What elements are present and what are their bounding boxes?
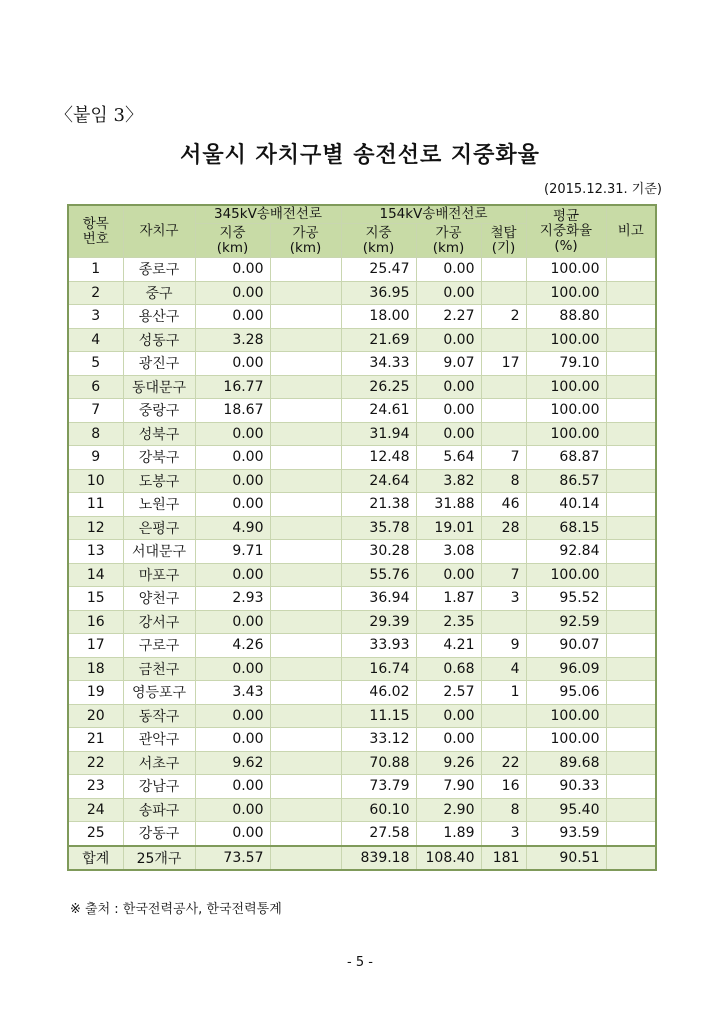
row-154-overhead: 19.01 (416, 516, 481, 540)
header-district: 자치구 (123, 205, 195, 258)
header-154kv: 154kV송배전선로 (341, 205, 526, 224)
row-district: 관악구 (123, 728, 195, 752)
row-district: 송파구 (123, 798, 195, 822)
table-body (68, 258, 656, 871)
row-district: 25개구 (123, 846, 195, 871)
row-345-underground: 0.00 (195, 775, 270, 799)
row-345-underground: 73.57 (195, 846, 270, 871)
table-row (68, 352, 656, 376)
row-ratio: 100.00 (526, 728, 606, 752)
row-remark (606, 516, 656, 540)
row-345-underground: 0.00 (195, 469, 270, 493)
row-ratio: 89.68 (526, 751, 606, 775)
row-ratio: 68.87 (526, 446, 606, 470)
row-number: 5 (68, 352, 123, 376)
row-345-underground: 0.00 (195, 305, 270, 329)
table-row (68, 704, 656, 728)
header-154-underground-text: 지중 (km) (362, 224, 395, 256)
row-154-tower: 181 (481, 846, 526, 871)
row-154-overhead: 0.00 (416, 728, 481, 752)
row-345-overhead (270, 328, 341, 352)
row-345-overhead (270, 399, 341, 423)
table-row (68, 610, 656, 634)
row-345-overhead (270, 798, 341, 822)
row-remark (606, 798, 656, 822)
table-row (68, 375, 656, 399)
row-number: 17 (68, 634, 123, 658)
row-154-overhead: 7.90 (416, 775, 481, 799)
row-number: 22 (68, 751, 123, 775)
row-ratio: 100.00 (526, 258, 606, 282)
row-154-underground: 33.93 (341, 634, 416, 658)
row-ratio: 95.52 (526, 587, 606, 611)
row-ratio: 100.00 (526, 399, 606, 423)
row-345-underground: 3.43 (195, 681, 270, 705)
row-district: 강동구 (123, 822, 195, 846)
row-district: 종로구 (123, 258, 195, 282)
row-154-overhead: 31.88 (416, 493, 481, 517)
row-345-overhead (270, 822, 341, 846)
row-345-underground: 0.00 (195, 798, 270, 822)
table-row (68, 822, 656, 846)
header-154-overhead-text: 가공 (km) (432, 224, 465, 256)
row-remark (606, 375, 656, 399)
row-ratio: 95.06 (526, 681, 606, 705)
row-ratio: 100.00 (526, 375, 606, 399)
row-district: 마포구 (123, 563, 195, 587)
row-345-overhead (270, 281, 341, 305)
table-row (68, 469, 656, 493)
row-345-underground: 2.93 (195, 587, 270, 611)
row-number: 23 (68, 775, 123, 799)
header-345-overhead-text: 가공 (km) (289, 224, 322, 256)
row-number: 2 (68, 281, 123, 305)
row-345-overhead (270, 728, 341, 752)
row-154-underground: 21.38 (341, 493, 416, 517)
table-row (68, 258, 656, 282)
data-table (67, 204, 657, 871)
row-district: 강남구 (123, 775, 195, 799)
row-345-overhead (270, 587, 341, 611)
row-154-overhead: 3.08 (416, 540, 481, 564)
row-remark (606, 775, 656, 799)
row-154-underground: 46.02 (341, 681, 416, 705)
row-ratio: 95.40 (526, 798, 606, 822)
row-number: 12 (68, 516, 123, 540)
row-154-overhead: 0.00 (416, 281, 481, 305)
row-154-tower: 22 (481, 751, 526, 775)
row-345-overhead (270, 657, 341, 681)
row-remark (606, 446, 656, 470)
row-154-underground: 24.64 (341, 469, 416, 493)
row-remark (606, 328, 656, 352)
row-154-overhead: 1.87 (416, 587, 481, 611)
row-154-underground: 27.58 (341, 822, 416, 846)
row-345-underground: 0.00 (195, 657, 270, 681)
row-345-underground: 0.00 (195, 728, 270, 752)
row-345-overhead (270, 681, 341, 705)
row-number: 3 (68, 305, 123, 329)
row-remark (606, 258, 656, 282)
row-154-underground: 33.12 (341, 728, 416, 752)
row-district: 금천구 (123, 657, 195, 681)
row-154-underground: 36.95 (341, 281, 416, 305)
header-345-underground (195, 224, 270, 258)
row-154-tower: 3 (481, 587, 526, 611)
row-154-overhead: 108.40 (416, 846, 481, 871)
table-row (68, 422, 656, 446)
row-345-underground: 9.71 (195, 540, 270, 564)
row-154-underground: 12.48 (341, 446, 416, 470)
table-row (68, 775, 656, 799)
row-345-underground: 4.26 (195, 634, 270, 658)
header-ratio-text: 평균 지중화율 (%) (539, 208, 593, 254)
row-number: 24 (68, 798, 123, 822)
header-345-overhead (270, 224, 341, 258)
row-remark (606, 422, 656, 446)
row-345-underground: 0.00 (195, 258, 270, 282)
row-remark (606, 305, 656, 329)
row-154-tower (481, 258, 526, 282)
header-ratio (526, 205, 606, 258)
row-154-tower: 46 (481, 493, 526, 517)
row-154-underground: 35.78 (341, 516, 416, 540)
header-no (68, 205, 123, 258)
row-154-overhead: 9.07 (416, 352, 481, 376)
row-154-underground: 31.94 (341, 422, 416, 446)
row-remark (606, 540, 656, 564)
row-154-tower: 8 (481, 469, 526, 493)
row-ratio: 100.00 (526, 563, 606, 587)
row-154-overhead: 4.21 (416, 634, 481, 658)
row-154-tower (481, 728, 526, 752)
row-remark (606, 587, 656, 611)
row-345-overhead (270, 422, 341, 446)
row-ratio: 100.00 (526, 704, 606, 728)
row-district: 동대문구 (123, 375, 195, 399)
row-154-underground: 26.25 (341, 375, 416, 399)
row-345-overhead (270, 751, 341, 775)
row-154-overhead: 0.00 (416, 563, 481, 587)
table-row (68, 540, 656, 564)
header-154-overhead (416, 224, 481, 258)
row-154-tower (481, 540, 526, 564)
row-remark (606, 610, 656, 634)
row-345-overhead (270, 446, 341, 470)
row-345-overhead (270, 493, 341, 517)
row-345-underground: 0.00 (195, 446, 270, 470)
row-remark (606, 704, 656, 728)
row-154-underground: 60.10 (341, 798, 416, 822)
row-154-overhead: 0.00 (416, 328, 481, 352)
row-154-tower: 2 (481, 305, 526, 329)
table-row (68, 657, 656, 681)
row-345-overhead (270, 563, 341, 587)
row-154-overhead: 2.90 (416, 798, 481, 822)
table-row (68, 305, 656, 329)
row-154-overhead: 5.64 (416, 446, 481, 470)
row-345-overhead (270, 634, 341, 658)
row-remark (606, 634, 656, 658)
row-number: 25 (68, 822, 123, 846)
row-154-overhead: 1.89 (416, 822, 481, 846)
row-154-overhead: 2.57 (416, 681, 481, 705)
row-345-overhead (270, 610, 341, 634)
row-ratio: 40.14 (526, 493, 606, 517)
row-remark (606, 352, 656, 376)
row-345-underground: 0.00 (195, 704, 270, 728)
row-ratio: 100.00 (526, 422, 606, 446)
row-154-underground: 839.18 (341, 846, 416, 871)
row-345-underground: 0.00 (195, 563, 270, 587)
row-remark (606, 822, 656, 846)
row-district: 영등포구 (123, 681, 195, 705)
row-remark (606, 657, 656, 681)
row-number: 16 (68, 610, 123, 634)
row-154-overhead: 9.26 (416, 751, 481, 775)
table-row (68, 399, 656, 423)
row-district: 성북구 (123, 422, 195, 446)
row-154-overhead: 3.82 (416, 469, 481, 493)
table-row (68, 516, 656, 540)
row-ratio: 96.09 (526, 657, 606, 681)
base-date: (2015.12.31. 기준) (544, 182, 662, 197)
row-345-underground: 0.00 (195, 281, 270, 305)
table-row (68, 681, 656, 705)
row-number: 1 (68, 258, 123, 282)
row-154-tower (481, 422, 526, 446)
header-154-underground (341, 224, 416, 258)
row-number: 19 (68, 681, 123, 705)
row-154-tower: 8 (481, 798, 526, 822)
row-154-overhead: 0.00 (416, 375, 481, 399)
row-district: 강북구 (123, 446, 195, 470)
row-ratio: 92.59 (526, 610, 606, 634)
row-345-overhead (270, 775, 341, 799)
row-ratio: 100.00 (526, 328, 606, 352)
row-345-overhead (270, 540, 341, 564)
row-154-overhead: 0.00 (416, 704, 481, 728)
table-row (68, 493, 656, 517)
row-remark (606, 493, 656, 517)
row-154-underground: 55.76 (341, 563, 416, 587)
table-row (68, 728, 656, 752)
row-154-tower: 4 (481, 657, 526, 681)
source-note: ※ 출처 : 한국전력공사, 한국전력통계 (70, 902, 282, 917)
row-154-overhead: 0.00 (416, 258, 481, 282)
row-345-overhead (270, 704, 341, 728)
row-154-underground: 30.28 (341, 540, 416, 564)
page-number: - 5 - (347, 955, 373, 970)
row-ratio: 93.59 (526, 822, 606, 846)
row-ratio: 92.84 (526, 540, 606, 564)
header-remark: 비고 (606, 205, 656, 258)
row-154-tower: 1 (481, 681, 526, 705)
header-154-tower (481, 224, 526, 258)
row-345-underground: 18.67 (195, 399, 270, 423)
row-154-overhead: 0.00 (416, 399, 481, 423)
row-number: 18 (68, 657, 123, 681)
row-154-underground: 70.88 (341, 751, 416, 775)
row-remark (606, 681, 656, 705)
row-345-underground: 16.77 (195, 375, 270, 399)
row-154-underground: 16.74 (341, 657, 416, 681)
row-154-underground: 11.15 (341, 704, 416, 728)
row-154-underground: 29.39 (341, 610, 416, 634)
row-345-underground: 9.62 (195, 751, 270, 775)
row-remark (606, 469, 656, 493)
row-154-tower: 17 (481, 352, 526, 376)
row-154-overhead: 0.68 (416, 657, 481, 681)
row-district: 동작구 (123, 704, 195, 728)
table-row (68, 634, 656, 658)
table-row (68, 587, 656, 611)
row-345-overhead (270, 516, 341, 540)
row-154-underground: 18.00 (341, 305, 416, 329)
row-number: 11 (68, 493, 123, 517)
row-district: 은평구 (123, 516, 195, 540)
row-number: 20 (68, 704, 123, 728)
row-remark (606, 281, 656, 305)
row-number: 13 (68, 540, 123, 564)
row-district: 용산구 (123, 305, 195, 329)
row-ratio: 90.33 (526, 775, 606, 799)
row-345-underground: 4.90 (195, 516, 270, 540)
row-154-tower (481, 610, 526, 634)
row-154-underground: 34.33 (341, 352, 416, 376)
row-154-overhead: 2.27 (416, 305, 481, 329)
row-345-overhead (270, 846, 341, 871)
row-ratio: 79.10 (526, 352, 606, 376)
row-154-tower (481, 328, 526, 352)
row-ratio: 88.80 (526, 305, 606, 329)
row-154-overhead: 2.35 (416, 610, 481, 634)
row-154-underground: 36.94 (341, 587, 416, 611)
row-district: 서초구 (123, 751, 195, 775)
row-345-underground: 0.00 (195, 493, 270, 517)
row-345-overhead (270, 375, 341, 399)
row-number: 14 (68, 563, 123, 587)
table-row (68, 563, 656, 587)
row-ratio: 90.07 (526, 634, 606, 658)
row-154-tower (481, 281, 526, 305)
row-154-underground: 21.69 (341, 328, 416, 352)
table-row (68, 751, 656, 775)
row-number: 10 (68, 469, 123, 493)
row-154-tower: 3 (481, 822, 526, 846)
table-row (68, 328, 656, 352)
row-ratio: 100.00 (526, 281, 606, 305)
row-154-tower: 7 (481, 563, 526, 587)
row-154-tower: 7 (481, 446, 526, 470)
row-ratio: 90.51 (526, 846, 606, 871)
row-154-tower (481, 375, 526, 399)
table-row (68, 798, 656, 822)
row-154-tower: 9 (481, 634, 526, 658)
row-district: 서대문구 (123, 540, 195, 564)
row-345-overhead (270, 258, 341, 282)
row-154-tower (481, 704, 526, 728)
row-remark (606, 751, 656, 775)
row-154-tower: 28 (481, 516, 526, 540)
row-154-overhead: 0.00 (416, 422, 481, 446)
row-number: 6 (68, 375, 123, 399)
header-345kv: 345kV송배전선로 (195, 205, 341, 224)
page-title: 서울시 자치구별 송전선로 지중화율 (180, 143, 540, 168)
row-number: 8 (68, 422, 123, 446)
header-154-tower-text: 철탑 (기) (490, 224, 517, 256)
row-remark (606, 846, 656, 871)
row-district: 성동구 (123, 328, 195, 352)
row-345-underground: 0.00 (195, 610, 270, 634)
row-number: 4 (68, 328, 123, 352)
row-345-overhead (270, 352, 341, 376)
row-district: 강서구 (123, 610, 195, 634)
row-154-underground: 24.61 (341, 399, 416, 423)
table-row (68, 281, 656, 305)
row-345-overhead (270, 305, 341, 329)
row-154-tower (481, 399, 526, 423)
row-district: 광진구 (123, 352, 195, 376)
row-remark (606, 563, 656, 587)
row-ratio: 86.57 (526, 469, 606, 493)
row-number: 15 (68, 587, 123, 611)
row-345-overhead (270, 469, 341, 493)
row-number: 21 (68, 728, 123, 752)
table-row (68, 446, 656, 470)
row-number: 합계 (68, 846, 123, 871)
header-no-text: 항목 번호 (82, 215, 109, 247)
row-345-underground: 0.00 (195, 822, 270, 846)
row-number: 9 (68, 446, 123, 470)
row-154-underground: 73.79 (341, 775, 416, 799)
total-row (68, 846, 656, 871)
row-ratio: 68.15 (526, 516, 606, 540)
row-district: 구로구 (123, 634, 195, 658)
row-remark (606, 399, 656, 423)
row-district: 중구 (123, 281, 195, 305)
row-district: 노원구 (123, 493, 195, 517)
row-154-underground: 25.47 (341, 258, 416, 282)
row-district: 도봉구 (123, 469, 195, 493)
header-345-underground-text: 지중 (km) (216, 224, 249, 256)
row-remark (606, 728, 656, 752)
row-154-tower: 16 (481, 775, 526, 799)
row-345-underground: 3.28 (195, 328, 270, 352)
row-345-underground: 0.00 (195, 352, 270, 376)
row-345-underground: 0.00 (195, 422, 270, 446)
attachment-label: 〈붙임 3〉 (55, 105, 143, 126)
row-district: 중랑구 (123, 399, 195, 423)
row-district: 양천구 (123, 587, 195, 611)
row-number: 7 (68, 399, 123, 423)
